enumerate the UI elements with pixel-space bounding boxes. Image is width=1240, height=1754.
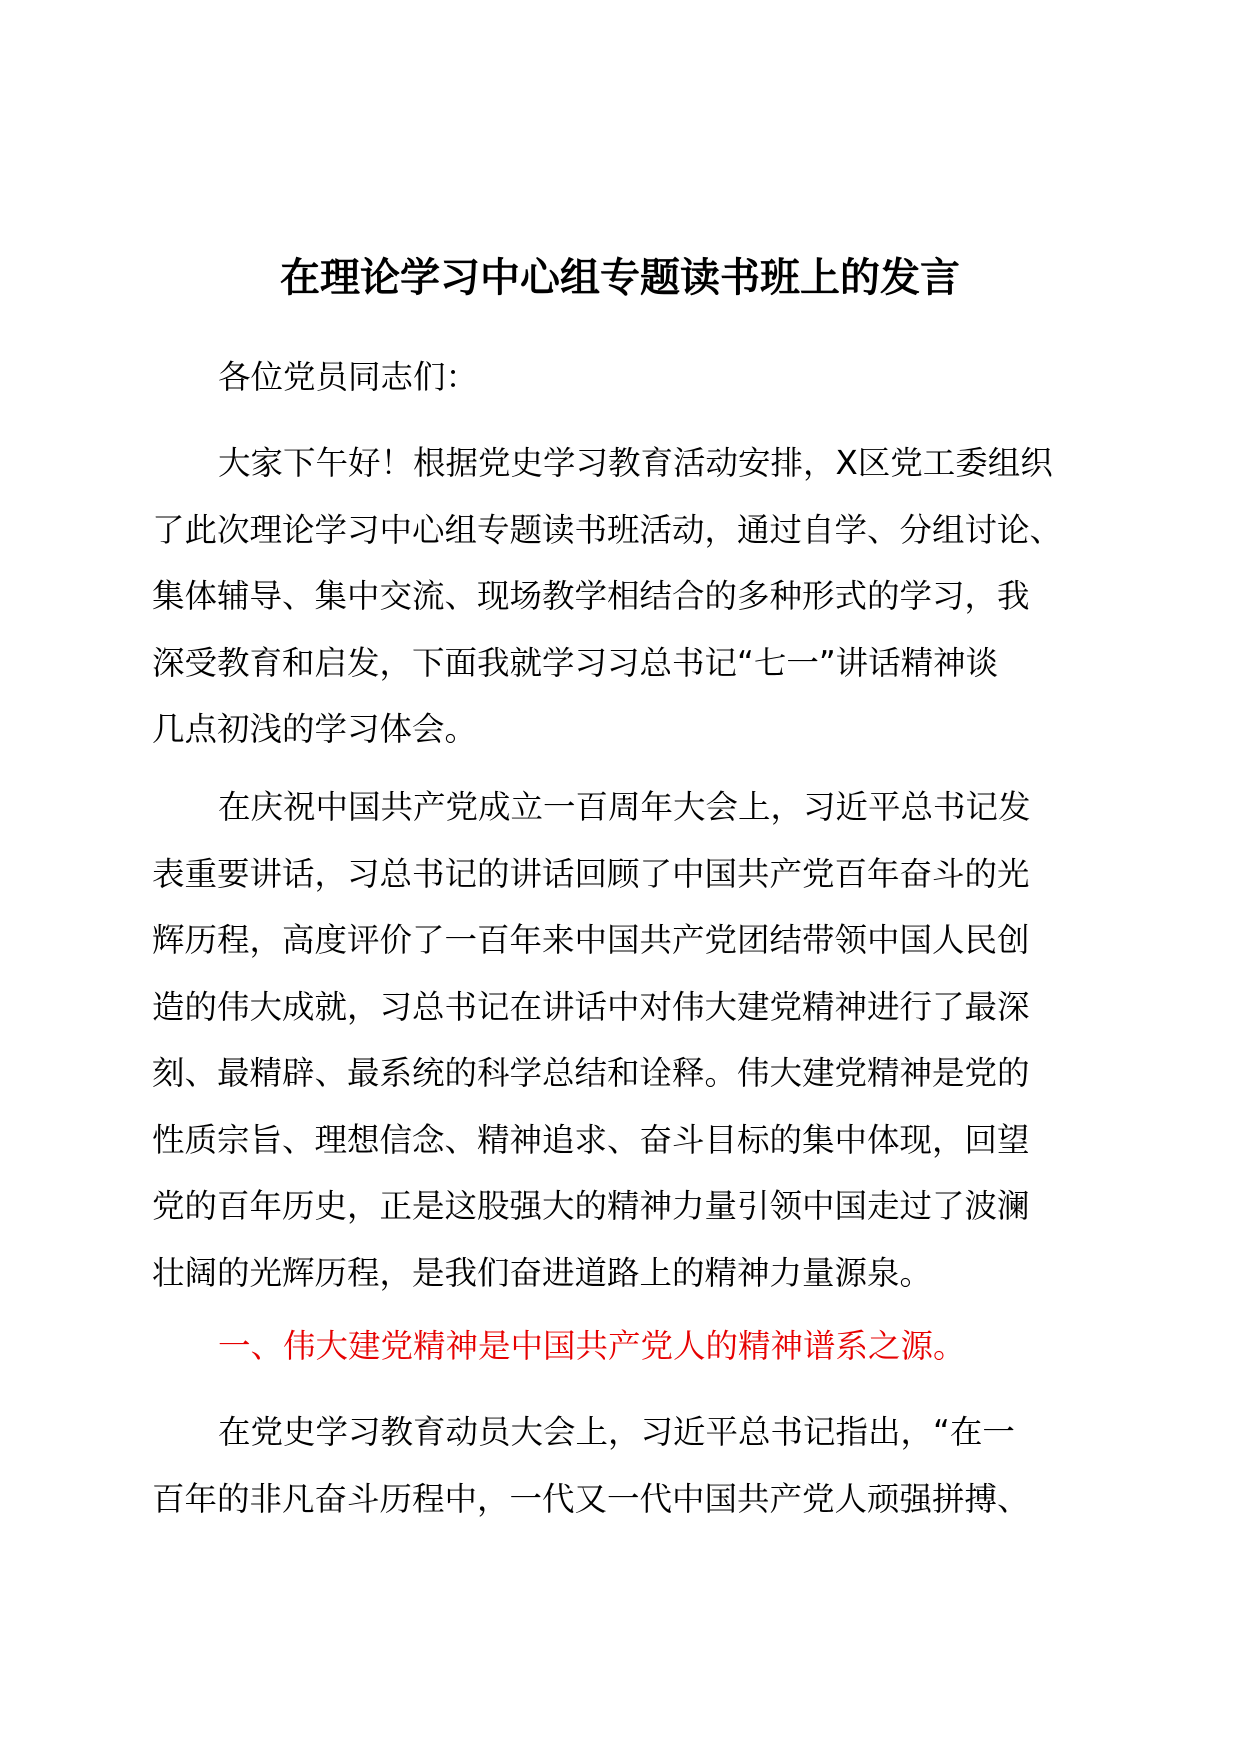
paragraph-line: 辉历程，高度评价了一百年来中国共产党团结带领中国人民创 xyxy=(152,921,1030,959)
paragraph-3 xyxy=(152,1399,1092,1532)
paragraph-2 xyxy=(152,774,1092,1306)
paragraph-line: 集体辅导、集中交流、现场教学相结合的多种形式的学习，我 xyxy=(152,577,1030,615)
paragraph-line: 表重要讲话，习总书记的讲话回顾了中国共产党百年奋斗的光 xyxy=(152,854,1030,893)
paragraph-line: 几点初浅的学习体会。 xyxy=(152,710,478,748)
paragraph-line: 在庆祝中国共产党成立一百周年大会上，习近平总书记发 xyxy=(218,788,1031,826)
paragraph-line: 党的百年历史，正是这股强大的精神力量引领中国走过了波澜 xyxy=(152,1187,1030,1225)
paragraph-line: 造的伟大成就，习总书记在讲话中对伟大建党精神进行了最深 xyxy=(152,987,1030,1026)
paragraph-line: 深受教育和启发，下面我就学习习总书记“七一”讲话精神谈 xyxy=(152,643,999,682)
paragraph-line: 了此次理论学习中心组专题读书班活动，通过自学、分组讨论、 xyxy=(152,510,1063,549)
paragraph-line: 百年的非凡奋斗历程中，一代又一代中国共产党人顽强拼搏、 xyxy=(152,1479,1030,1518)
paragraph-line: 在党史学习教育动员大会上，习近平总书记指出，“在一 xyxy=(218,1413,1015,1451)
paragraph-line: 性质宗旨、理想信念、精神追求、奋斗目标的集中体现，回望 xyxy=(152,1120,1030,1159)
paragraph-1 xyxy=(152,430,1092,763)
section-heading-1: 一、伟大建党精神是中国共产党人的精神谱系之源。 xyxy=(218,1327,966,1365)
salutation: 各位党员同志们： xyxy=(218,358,479,396)
paragraph-line: 壮阔的光辉历程，是我们奋进道路上的精神力量源泉。 xyxy=(152,1253,933,1292)
document-title: 在理论学习中心组专题读书班上的发言 xyxy=(280,255,960,301)
paragraph-line: 刻、最精辟、最系统的科学总结和诠释。伟大建党精神是党的 xyxy=(152,1054,1030,1092)
paragraph-line: 大家下午好！根据党史学习教育活动安排，X区党工委组织 xyxy=(218,444,1053,482)
